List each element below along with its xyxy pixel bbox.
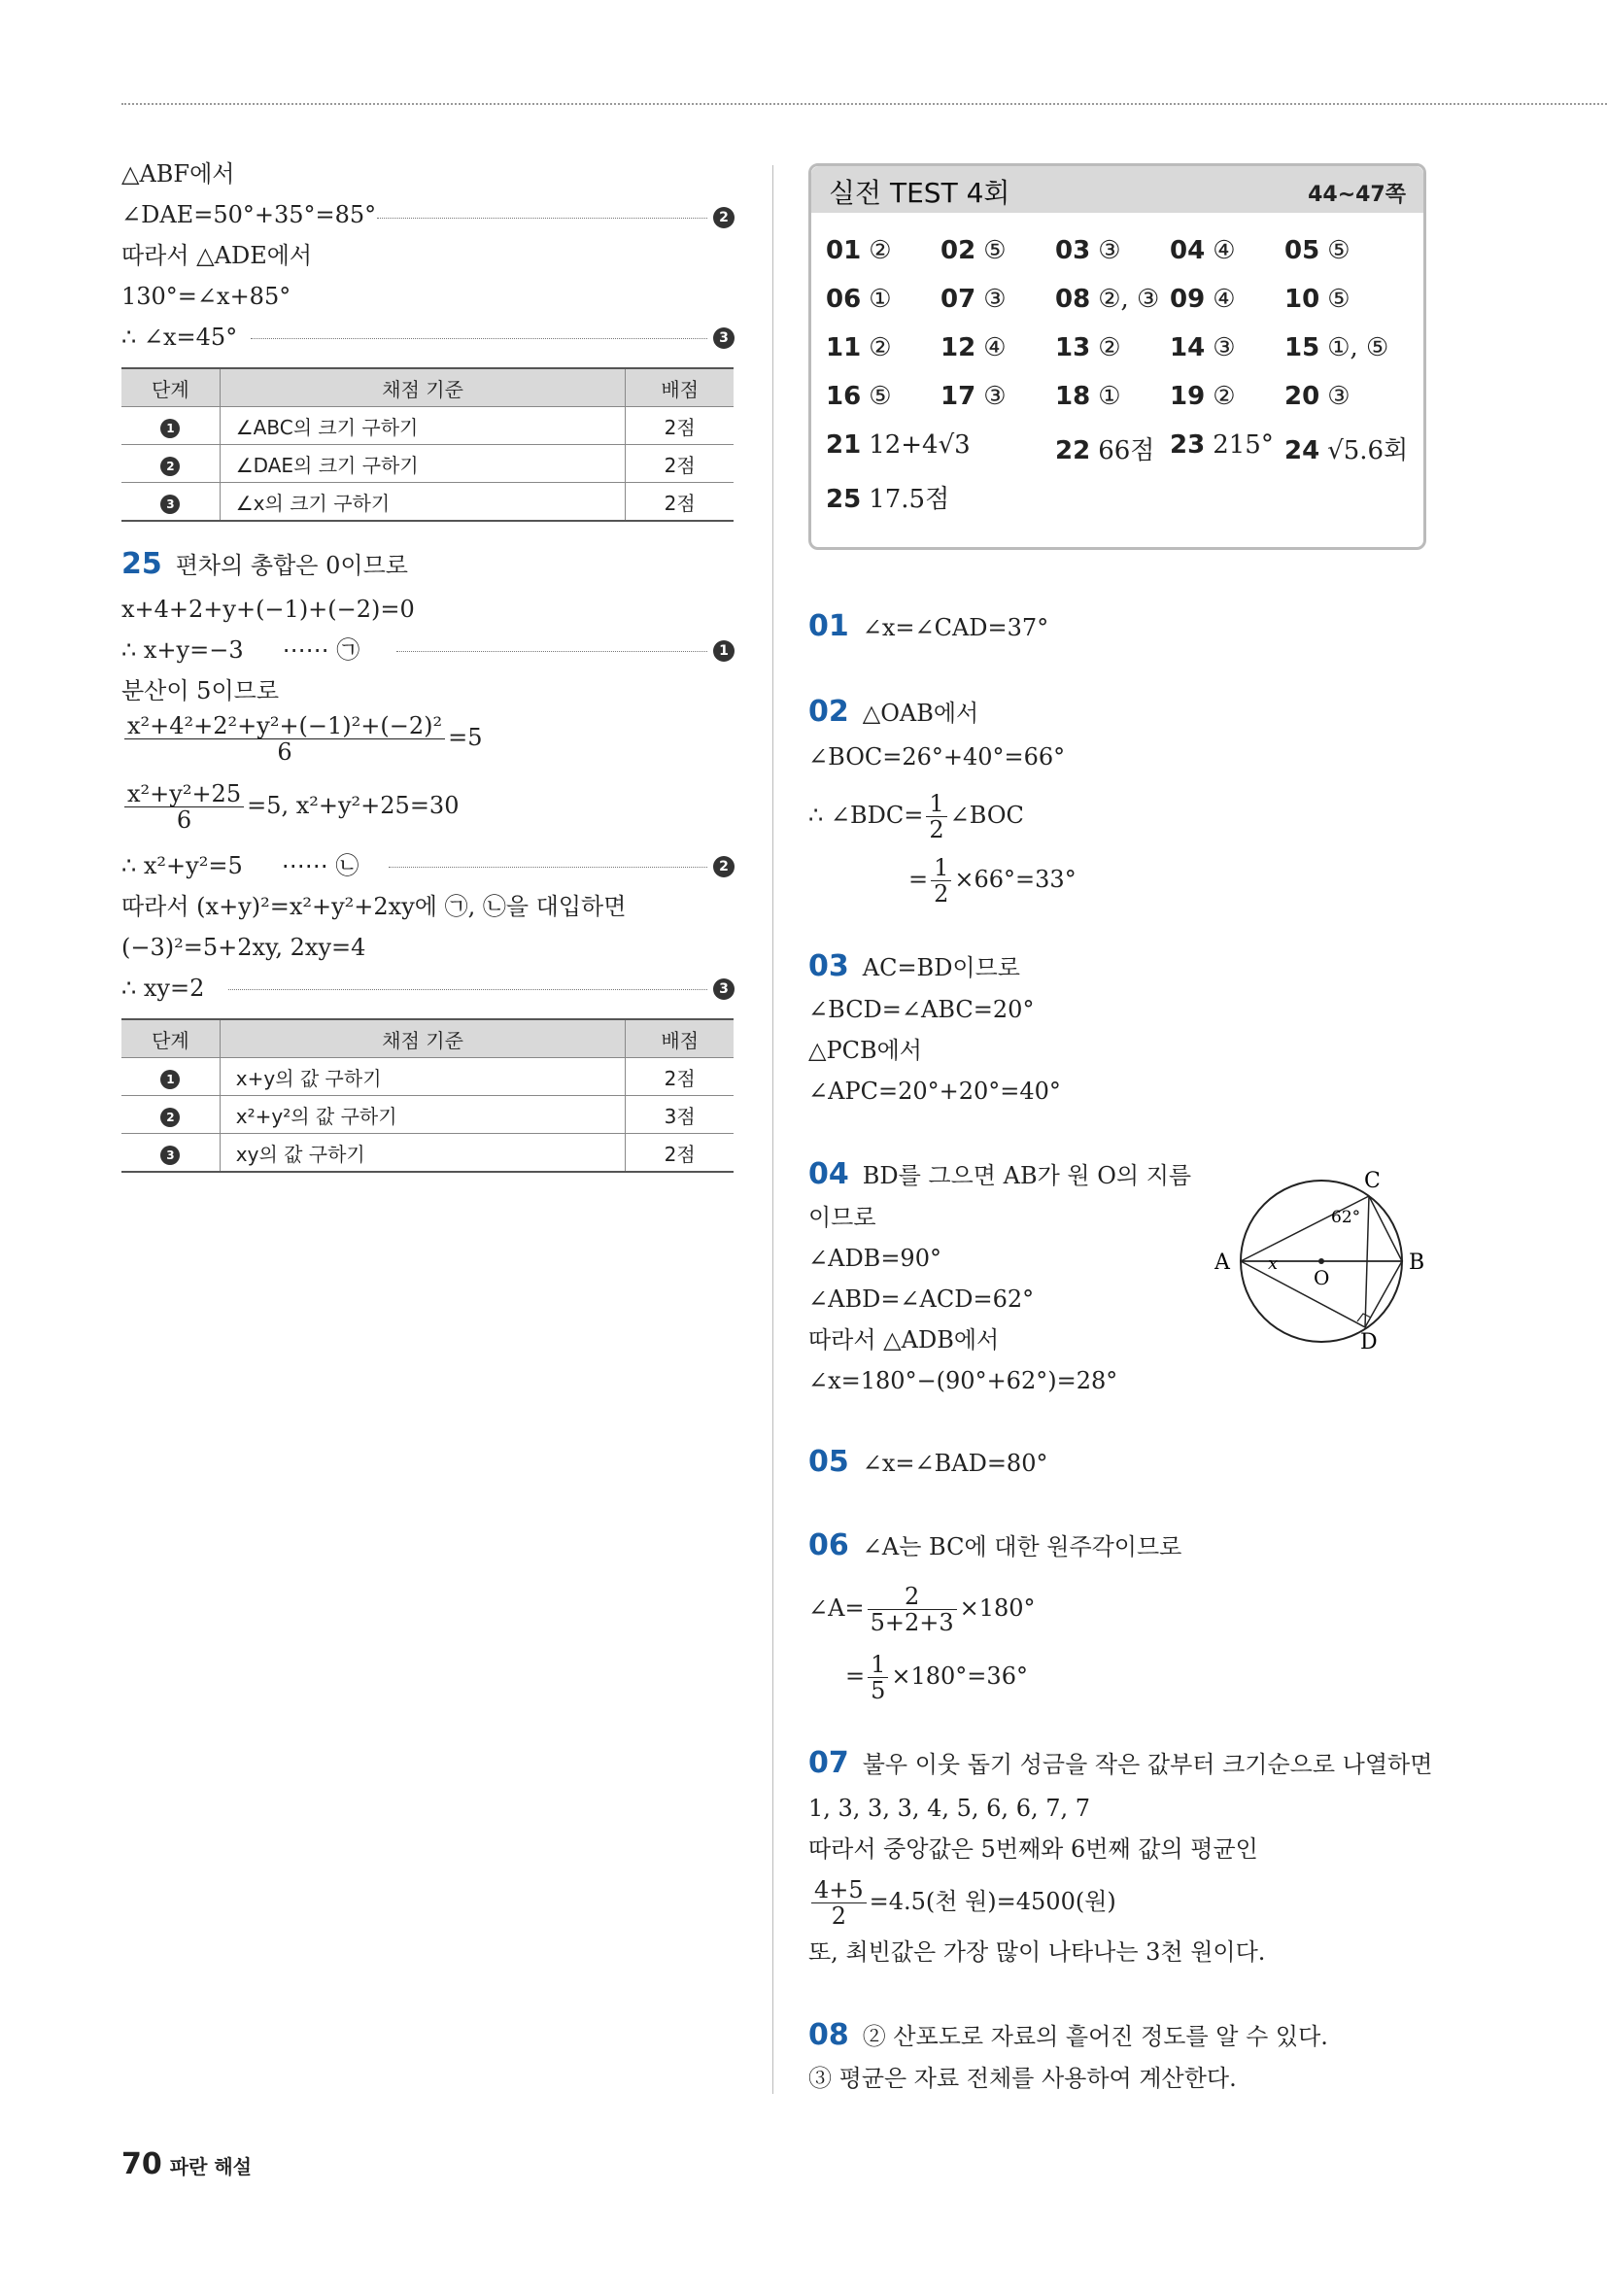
q03-line-2: ∠BCD=∠ABC=20° <box>808 996 1035 1023</box>
criteria-cell: ∠DAE의 크기 구하기 <box>220 445 626 483</box>
fraction: $\frac{2}{5+2+3}$ <box>868 1584 957 1635</box>
q04-line-3: ∠ADB=90° <box>808 1245 941 1272</box>
q25-label: ⋯⋯ ㉡ <box>281 852 359 879</box>
answer-value: √5.6회 <box>1327 436 1409 465</box>
step-marker-2: 2 <box>713 856 735 877</box>
answer-value: ③ <box>983 285 1007 314</box>
q01-line-1 <box>808 609 1049 643</box>
answer-box-header <box>811 166 1423 213</box>
answer-item <box>1170 382 1236 411</box>
question-number: 02 <box>808 695 849 729</box>
answer-item <box>1055 333 1121 362</box>
q03-line-3: △PCB에서 <box>808 1037 922 1064</box>
label-a: A <box>1214 1251 1230 1275</box>
answer-value: ③ <box>983 382 1007 411</box>
answer-number: 22 <box>1055 436 1091 465</box>
answer-item <box>1170 430 1274 460</box>
answer-item <box>826 236 892 265</box>
q07-line-1 <box>808 1746 1433 1780</box>
answer-number: 11 <box>826 333 862 362</box>
answer-number: 05 <box>1284 236 1320 265</box>
answer-value: 215° <box>1213 430 1274 460</box>
fraction: $\frac{4+5}{2}$ <box>811 1877 867 1929</box>
label-x: x <box>1268 1253 1279 1274</box>
answer-item <box>940 333 1007 362</box>
table-header: 채점 기준 <box>220 1019 626 1058</box>
q25-text: 편차의 총합은 0이므로 <box>175 552 408 579</box>
q25-line-5: $\frac{\text{x²+4²+2²+y²+(−1)²+(−2)²}}{6}$ =5 <box>121 713 483 765</box>
label-angle: 62° <box>1331 1208 1361 1227</box>
answer-value: ③ <box>1327 382 1351 411</box>
answer-number: 10 <box>1284 285 1320 314</box>
answer-box <box>808 163 1426 550</box>
answer-value: ② <box>869 333 892 362</box>
q07-line-5: 또, 최빈값은 가장 많이 나타나는 3천 원이다. <box>808 1938 1266 1966</box>
q02-text: △OAB에서 <box>862 700 979 727</box>
answer-value: ⑤ <box>983 236 1007 265</box>
q07-line-4: $\frac{4+5}{2}$ =4.5(천 원)=4500(원) <box>808 1877 1116 1929</box>
question-number: 03 <box>808 949 849 983</box>
answer-value: ⑤ <box>1327 285 1351 314</box>
score-cell: 2점 <box>626 445 734 483</box>
grading-table-1 <box>121 367 734 522</box>
answer-item <box>826 285 892 314</box>
leader-dots <box>377 218 707 219</box>
answer-number: 12 <box>940 333 976 362</box>
question-number: 01 <box>808 609 849 643</box>
table-row <box>121 445 734 483</box>
answer-number: 14 <box>1170 333 1206 362</box>
score-cell: 2점 <box>626 407 734 445</box>
answer-item <box>1284 285 1351 314</box>
q06-line-1 <box>808 1528 1182 1562</box>
q08-text: ② 산포도로 자료의 흩어진 정도를 알 수 있다. <box>862 2023 1328 2050</box>
answer-item <box>940 236 1007 265</box>
q07-text: 불우 이웃 돕기 성금을 작은 값부터 크기순으로 나열하면 <box>862 1751 1433 1778</box>
answer-number: 04 <box>1170 236 1206 265</box>
label-c: C <box>1364 1169 1381 1193</box>
question-number: 08 <box>808 2018 849 2052</box>
step-circle: 1 <box>160 1070 180 1089</box>
score-cell: 2점 <box>626 1134 734 1173</box>
answer-number: 23 <box>1170 430 1206 460</box>
answer-item <box>826 479 949 515</box>
q04-text: BD를 그으면 AB가 원 O의 지름 <box>862 1162 1192 1189</box>
criteria-cell: x+y의 값 구하기 <box>220 1058 626 1096</box>
left-line-4: 130°=∠x+85° <box>121 283 291 310</box>
answer-number: 13 <box>1055 333 1091 362</box>
answer-item <box>1055 236 1121 265</box>
table-row <box>121 1096 734 1134</box>
answer-item <box>1170 285 1236 314</box>
answer-number: 15 <box>1284 333 1320 362</box>
step-circle: 1 <box>160 419 180 438</box>
question-number: 06 <box>808 1528 849 1562</box>
answer-box-title: 실전 TEST 4회 <box>829 177 1010 209</box>
center-point <box>1318 1258 1324 1264</box>
q02-line-2: ∠BOC=26°+40°=66° <box>808 743 1066 771</box>
step-circle: 3 <box>160 1146 180 1165</box>
q25-line-3 <box>121 635 359 665</box>
left-line-1: △ABF에서 <box>121 160 235 188</box>
answer-number: 06 <box>826 285 862 314</box>
q05-text: ∠x=∠BAD=80° <box>862 1450 1048 1477</box>
answer-item <box>1055 285 1159 314</box>
answer-item <box>1284 430 1408 466</box>
fraction: $\frac{1}{2}$ <box>931 855 951 907</box>
page-number: 70 <box>121 2147 162 2181</box>
answer-value: ⑤ <box>869 382 892 411</box>
answer-value: ③ <box>1098 236 1121 265</box>
answer-value: ⑤ <box>1327 236 1351 265</box>
table-header: 배점 <box>626 1019 734 1058</box>
score-cell: 2점 <box>626 483 734 522</box>
answer-value: ② <box>1098 333 1121 362</box>
answer-item <box>826 333 892 362</box>
step-marker-2: 2 <box>713 207 735 228</box>
answer-value: ① <box>1098 382 1121 411</box>
answer-value: ④ <box>1213 236 1236 265</box>
criteria-cell: x²+y²의 값 구하기 <box>220 1096 626 1134</box>
q06-text: ∠A는 BC에 대한 원주각이므로 <box>862 1533 1182 1560</box>
answer-value: ① <box>869 285 892 314</box>
q03-text: AC=BD이므로 <box>862 954 1020 981</box>
q04-line-4: ∠ABD=∠ACD=62° <box>808 1285 1035 1313</box>
table-row <box>121 1134 734 1173</box>
answer-value: ③ <box>1213 333 1236 362</box>
q04-line-1 <box>808 1157 1192 1191</box>
answer-number: 21 <box>826 430 862 460</box>
answer-number: 08 <box>1055 285 1091 314</box>
answer-item <box>1284 236 1351 265</box>
left-line-5: ∴ ∠x=45° <box>121 324 238 351</box>
q08-line-1 <box>808 2018 1328 2052</box>
fraction: $\frac{1}{2}$ <box>926 791 946 842</box>
question-number: 04 <box>808 1157 849 1191</box>
answer-value: ④ <box>1213 285 1236 314</box>
step-circle: 2 <box>160 1108 180 1127</box>
column-separator <box>772 165 773 2094</box>
fraction: $\frac{\text{x²+y²+25}}{6}$ <box>124 781 244 833</box>
answer-value: ② <box>1213 382 1236 411</box>
table-row <box>121 483 734 522</box>
question-number: 25 <box>121 547 162 581</box>
q06-line-3: = $\frac{1}{5}$ ×180°=36° <box>845 1651 1028 1704</box>
q25-line-6: $\frac{\text{x²+y²+25}}{6}$ =5, x²+y²+25=30 <box>121 781 459 833</box>
question-number: 07 <box>808 1746 849 1780</box>
step-marker-1: 1 <box>713 640 735 662</box>
fraction: $\frac{\text{x²+4²+2²+y²+(−1)²+(−2)²}}{6}$ <box>124 713 445 765</box>
step-circle: 3 <box>160 495 180 514</box>
answer-number: 16 <box>826 382 862 411</box>
q01-text: ∠x=∠CAD=37° <box>862 614 1049 641</box>
q25-label: ⋯⋯ ㉠ <box>282 636 360 664</box>
answer-number: 25 <box>826 485 862 514</box>
page-footer <box>121 2147 252 2181</box>
q25-line-9: (−3)²=5+2xy, 2xy=4 <box>121 934 366 961</box>
q02-line-1 <box>808 695 979 729</box>
criteria-cell: ∠x의 크기 구하기 <box>220 483 626 522</box>
leader-dots <box>251 338 707 339</box>
q25-line-2: x+4+2+y+(−1)+(−2)=0 <box>121 596 415 623</box>
left-line-3: 따라서 △ADE에서 <box>121 242 313 269</box>
answer-number: 02 <box>940 236 976 265</box>
left-line-2: ∠DAE=50°+35°=85° <box>121 201 377 228</box>
answer-number: 01 <box>826 236 862 265</box>
answer-number: 20 <box>1284 382 1320 411</box>
answer-number: 07 <box>940 285 976 314</box>
answer-item <box>826 382 892 411</box>
q04-line-5: 따라서 △ADB에서 <box>808 1326 1000 1354</box>
q05-line-1 <box>808 1445 1048 1479</box>
table-header: 단계 <box>121 1019 220 1058</box>
q25-eq: ∴ x²+y²=5 <box>121 852 243 879</box>
fraction: $\frac{1}{5}$ <box>868 1652 888 1703</box>
q25-eq: ∴ x+y=−3 <box>121 636 244 664</box>
answer-number: 09 <box>1170 285 1206 314</box>
q08-line-2: ③ 평균은 자료 전체를 사용하여 계산한다. <box>808 2065 1237 2092</box>
q04-line-6: ∠x=180°−(90°+62°)=28° <box>808 1367 1118 1394</box>
q06-line-2: ∠A= $\frac{2}{5+2+3}$ ×180° <box>808 1583 1036 1636</box>
q02-line-3: ∴ ∠BDC= $\frac{1}{2}$ ∠BOC <box>808 790 1024 843</box>
criteria-cell: xy의 값 구하기 <box>220 1134 626 1173</box>
q25-line-7 <box>121 851 359 880</box>
step-marker-3: 3 <box>713 327 735 349</box>
q25-line-10: ∴ xy=2 <box>121 975 205 1002</box>
q25-line-1 <box>121 547 408 581</box>
q03-line-4: ∠APC=20°+20°=40° <box>808 1078 1061 1105</box>
answer-number: 24 <box>1284 436 1320 465</box>
answer-item <box>940 285 1007 314</box>
label-b: B <box>1409 1251 1425 1275</box>
answer-item <box>940 382 1007 411</box>
score-cell: 3점 <box>626 1096 734 1134</box>
circle-figure <box>1214 1164 1438 1358</box>
answer-number: 03 <box>1055 236 1091 265</box>
answer-item <box>1055 430 1154 466</box>
answer-item <box>826 430 971 460</box>
leader-dots <box>228 989 707 990</box>
answer-item <box>1170 333 1236 362</box>
q03-line-1 <box>808 949 1020 983</box>
answer-value: 66점 <box>1098 436 1155 465</box>
step-marker-3: 3 <box>713 978 735 1000</box>
answer-number: 17 <box>940 382 976 411</box>
table-row <box>121 1058 734 1096</box>
q25-line-8: 따라서 (x+y)²=x²+y²+2xy에 ㉠, ㉡을 대입하면 <box>121 893 627 920</box>
q07-line-3: 따라서 중앙값은 5번째와 6번째 값의 평균인 <box>808 1835 1258 1863</box>
label-o: O <box>1314 1266 1330 1289</box>
page-footer-title: 파란 해설 <box>169 2155 252 2178</box>
table-row <box>121 407 734 445</box>
answer-value: 12+4√3 <box>869 430 971 460</box>
table-header: 단계 <box>121 368 220 407</box>
q04-line-2: 이므로 <box>808 1204 876 1231</box>
score-cell: 2점 <box>626 1058 734 1096</box>
table-header: 채점 기준 <box>220 368 626 407</box>
top-dotted-rule <box>121 103 1607 105</box>
answer-item <box>1170 236 1236 265</box>
criteria-cell: ∠ABC의 크기 구하기 <box>220 407 626 445</box>
answer-value: 17.5점 <box>869 485 950 514</box>
leader-dots <box>389 867 707 868</box>
answer-number: 18 <box>1055 382 1091 411</box>
leader-dots <box>396 651 707 652</box>
grading-table-2 <box>121 1018 734 1173</box>
answer-value: ④ <box>983 333 1007 362</box>
q25-line-4: 분산이 5이므로 <box>121 677 280 704</box>
q02-line-4: = $\frac{1}{2}$ ×66°=33° <box>908 854 1077 908</box>
answer-item <box>1055 382 1121 411</box>
answer-item <box>1284 333 1388 362</box>
q07-line-2: 1, 3, 3, 3, 4, 5, 6, 6, 7, 7 <box>808 1795 1091 1822</box>
question-number: 05 <box>808 1445 849 1479</box>
answer-item <box>1284 382 1351 411</box>
answer-box-pages: 44~47쪽 <box>1308 183 1406 207</box>
triangle-abc <box>1241 1196 1402 1261</box>
table-header: 배점 <box>626 368 734 407</box>
answer-number: 19 <box>1170 382 1206 411</box>
answer-value: ①, ⑤ <box>1327 333 1389 362</box>
step-circle: 2 <box>160 457 180 476</box>
answer-value: ②, ③ <box>1098 285 1160 314</box>
answer-value: ② <box>869 236 892 265</box>
label-d: D <box>1360 1330 1378 1354</box>
